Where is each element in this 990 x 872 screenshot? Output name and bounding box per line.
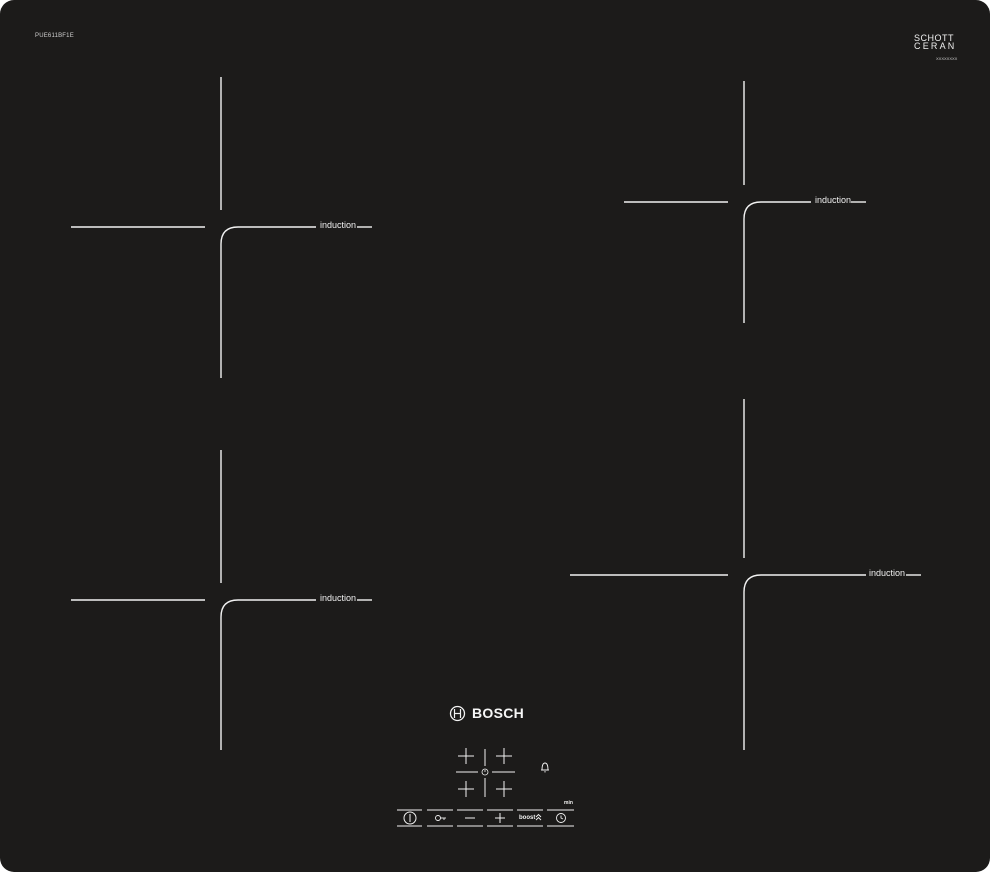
plus-button[interactable] — [495, 813, 505, 823]
ceran-word: CERAN — [914, 41, 957, 51]
zone-label-front-left-top: induction — [320, 220, 357, 230]
power-icon[interactable] — [404, 812, 416, 824]
schott-word: SCHOTT — [914, 33, 954, 43]
bell-icon[interactable] — [541, 763, 549, 773]
bosch-wordmark: BOSCH — [472, 705, 525, 721]
control-strip-lines — [397, 810, 574, 826]
bosch-logo — [449, 703, 529, 723]
certificate-code: XXXXXXXX — [936, 56, 958, 61]
zone-label-rear-right: induction — [815, 195, 852, 205]
zone-label-front-left: induction — [320, 593, 357, 603]
double-chevron-up-icon[interactable] — [536, 815, 541, 821]
timer-unit-label: min — [564, 800, 573, 806]
timer-clock-icon[interactable] — [557, 814, 566, 823]
zone-label-front-right: induction — [869, 568, 906, 578]
child-lock-key-icon[interactable] — [436, 816, 447, 821]
bosch-armature-icon — [449, 705, 466, 722]
boost-label[interactable]: boost — [519, 815, 536, 821]
model-code: PUE611BF1E — [35, 33, 74, 39]
zone-selector-cross-icon[interactable] — [456, 748, 515, 797]
small-clock-icon — [482, 769, 488, 775]
